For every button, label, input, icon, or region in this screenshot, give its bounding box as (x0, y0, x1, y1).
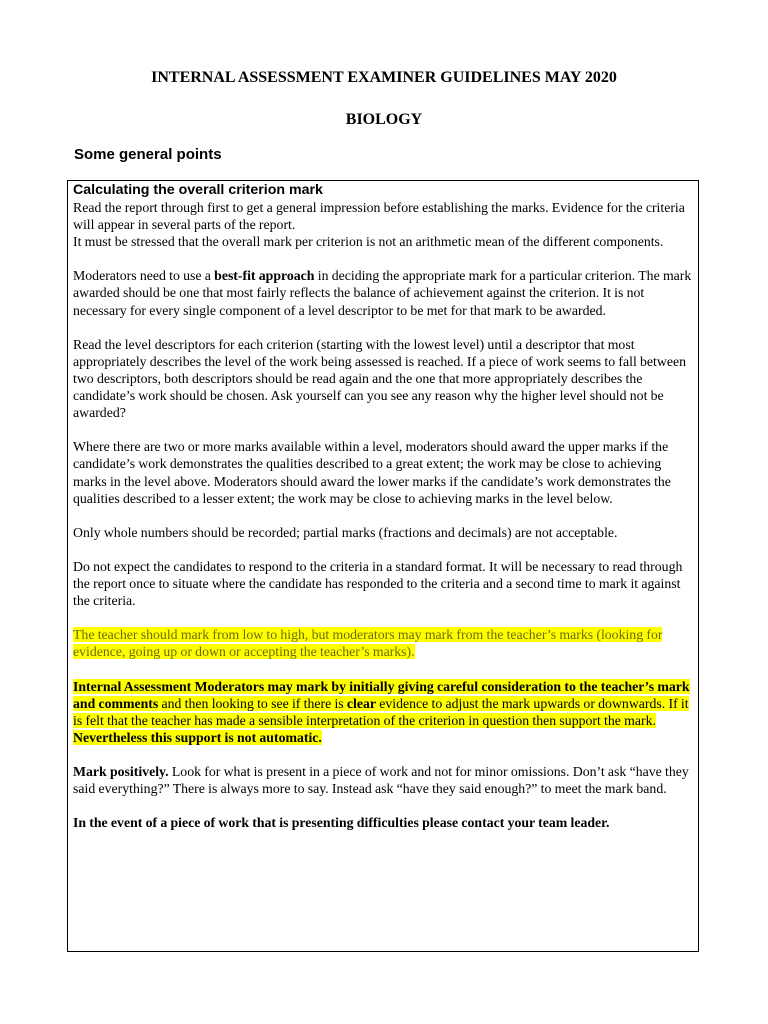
contact-team-leader-bold: In the event of a piece of work that is presenting difficulties please contact your team leader. (73, 815, 610, 831)
guidelines-box (67, 180, 699, 952)
paragraph-contact-team-leader (73, 814, 693, 831)
paragraph-best-fit (73, 267, 693, 318)
paragraph-marks-within-level: Where there are two or more marks available within a level, moderators should award the upper marks if the candidate’s work demonstrates the qualities described to a great extent; the work may be close to achieving marks in the level above. Moderators should award the lower marks if the candidate’s work demonstrates the qualities described to a lesser extent; the work may be close to achieving marks in the level below. (73, 439, 671, 506)
mark-positively-text: Look for what is present in a piece of work and not for minor omissions. Don’t ask “have they said everything?” There is always more to say. Instead ask “have they said enough?” to meet the mark band. (73, 764, 689, 797)
moderators-bold-3: Nevertheless this support is not automatic. (73, 729, 322, 745)
page-title: INTERNAL ASSESSMENT EXAMINER GUIDELINES MAY 2020 (151, 69, 617, 86)
moderators-text-2: evidence to adjust the mark upwards or downwards. If it is felt that the teacher has made a sensible interpretation of the criterion in question then support the mark. (73, 695, 689, 728)
paragraph-whole-numbers: Only whole numbers should be recorded; partial marks (fractions and decimals) are not acceptable. (73, 524, 618, 540)
paragraph-teacher-marks-highlighted (73, 626, 693, 660)
best-fit-pre: Moderators need to use a (73, 268, 215, 284)
section-heading: Some general points (74, 146, 222, 163)
moderators-bold-1: Internal Assessment Moderators may mark by initially giving careful consideration to the teacher’s mark and comments (73, 678, 690, 711)
paragraph-moderators-highlighted (73, 678, 693, 746)
paragraph-mark-positively (73, 763, 693, 797)
box-heading: Calculating the overall criterion mark (73, 182, 323, 198)
paragraph-read-report: Read the report through first to get a general impression before establishing the marks. Evidence for the criteria will appear in several parts of the report. (73, 200, 685, 233)
best-fit-post: in deciding the appropriate mark for a particular criterion. The mark awarded should be one that most fairly reflects the balance of achievement against the criterion. It is not necessary for every single component of a level descriptor to be met for that mark to be awarded. (73, 268, 692, 318)
best-fit-bold: best-fit approach (214, 268, 315, 284)
highlight-teacher-marks: The teacher should mark from low to high, but moderators may mark from the teacher’s marks (looking for evidence, going up or down or accepting the teacher’s marks). (73, 627, 663, 660)
moderators-bold-clear: clear (346, 695, 377, 711)
subject-title: BIOLOGY (345, 111, 423, 128)
paragraph-not-arithmetic-mean: It must be stressed that the overall mark per criterion is not an arithmetic mean of the different components. (73, 234, 664, 250)
paragraph-standard-format: Do not expect the candidates to respond to the criteria in a standard format. It will be necessary to read through the report once to situate where the candidate has responded to the criteria and a second time to mark it against the criteria. (73, 558, 683, 609)
paragraph-level-descriptors: Read the level descriptors for each criterion (starting with the lowest level) until a descriptor that most appropriately describes the level of the work being assessed is reached. If a piece of work seems to fall between two descriptors, both descriptors should be read again and the one that more appropriately describes the candidate’s work should be chosen. Ask yourself can you see any reason why the higher level should not be awarded? (73, 336, 686, 421)
highlight-moderators (73, 679, 690, 745)
moderators-text-1: and then looking to see if there is (158, 695, 347, 711)
mark-positively-bold: Mark positively. (73, 764, 169, 780)
